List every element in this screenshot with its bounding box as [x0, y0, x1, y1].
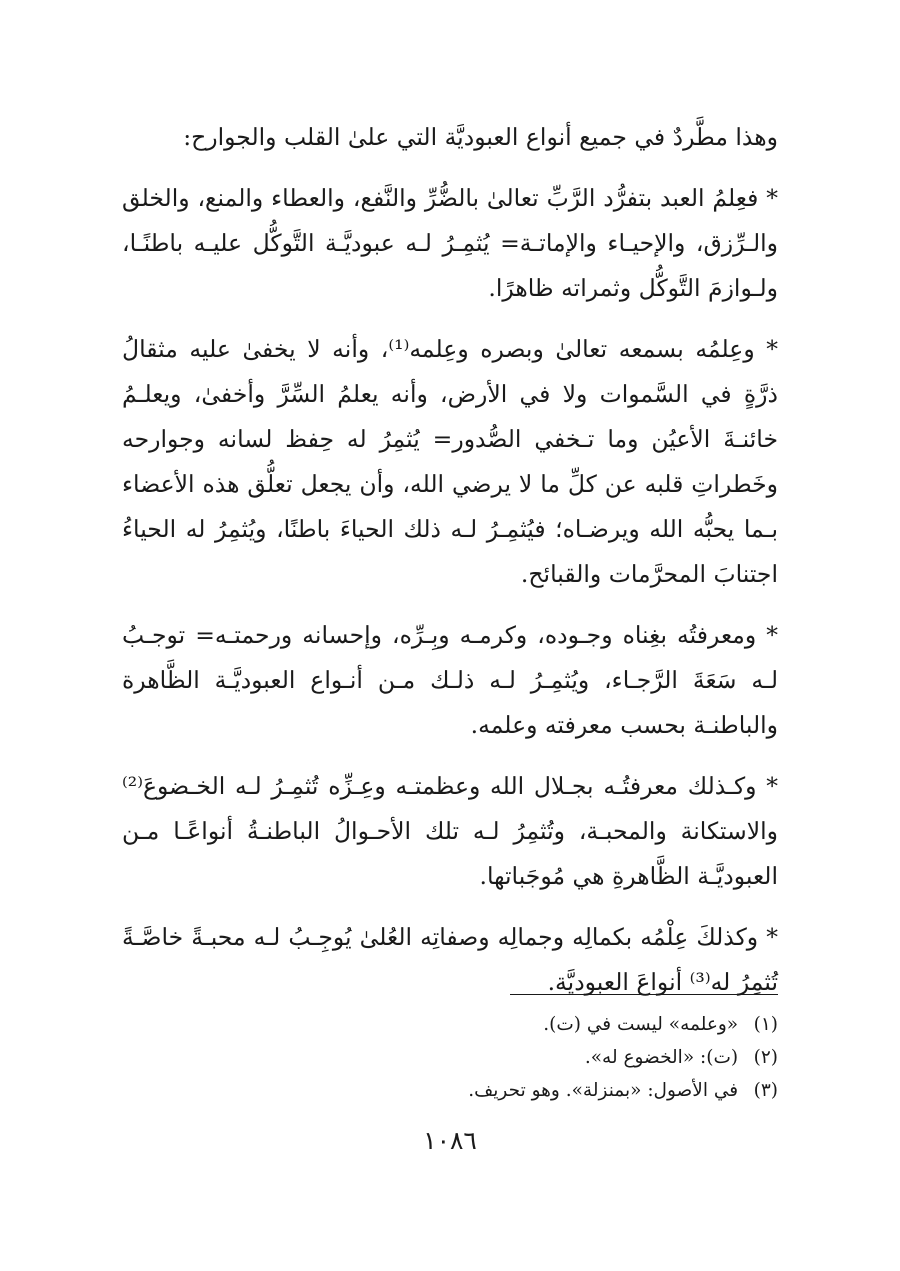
- paragraph-haya: * وعِلمُه بسمعه تعالىٰ وبصره وعِلمه⁽¹⁾، وأنه لا يخفىٰ عليه مثقالُ ذرَّةٍ في السَّموات ولا في الأرض، وأنه يعلمُ السِّرَّ وأخفىٰ، ويعلـمُ خائنـةَ الأعيُن وما تـخفي الصُّدور= يُثمِرُ له حِفظ لسانه وجوارحه وخَطراتِ قلبه عن كلِّ ما لا يرضي الله، وأن يجعل تعلُّق هذه الأعضاء بـما يحبُّه الله ويرضـاه؛ فيُثمِـرُ لـه ذلك الحياءَ باطنًا، ويُثمِرُ له الحياءُ اجتنابَ المحرَّمات والقبائح.: [122, 335, 778, 588]
- footnote-number: (٣): [753, 1080, 778, 1101]
- footnote-item: [122, 1008, 778, 1041]
- paragraph-tawakkul: * فعِلمُ العبد بتفرُّد الرَّبِّ تعالىٰ بالضُّرِّ والنَّفع، والعطاء والمنع، والخلق والـرِّزق، والإحيـاء والإماتـة= يُثمِـرُ لـه عبوديَّـة التَّوكُّل عليـه باطنًـا، ولـوازمَ التَّوكُّل وثمراته ظاهرًا.: [122, 184, 778, 302]
- paragraph-raja: * ومعرفتُه بغِناه وجـوده، وكرمـه وبِـرِّه، وإحسانه ورحمتـه= توجـبُ لـه سَعَةَ الرَّجـاء، ويُثمِـرُ لـه ذلـك مـن أنـواع العبوديَّـة الظَّاهرة والباطنـة بحسب معرفته وعلمه.: [122, 621, 778, 739]
- footnote-text: في الأصول: «بمنزلة». وهو تحريف.: [468, 1080, 739, 1101]
- footnote-text: (ت): «الخضوع له».: [584, 1047, 739, 1068]
- footnote-text: «وعلمه» ليست في (ت).: [543, 1014, 739, 1035]
- footnote-item: [122, 1074, 778, 1107]
- footnote-number: (٢): [753, 1047, 778, 1068]
- footnote-divider: [510, 994, 778, 995]
- paragraph-intro: وهذا مطَّردٌ في جميع أنواع العبوديَّة التي علىٰ القلب والجوارح:: [183, 123, 778, 151]
- main-text: [122, 115, 778, 1005]
- page-number: ١٠٨٦: [423, 1126, 477, 1155]
- footnote-item: [122, 1041, 778, 1074]
- footnotes: [122, 1008, 778, 1107]
- paragraph-khudu: * وكـذلك معرفتُـه بجـلال الله وعظمتـه وعِـزِّه تُثمِـرُ لـه الخـضوعَ⁽²⁾ والاستكانة والمحبـة، وتُثمِرُ لـه تلك الأحـوالُ الباطنـةُ أنواعًـا مـن العبوديَّـة الظَّاهرةِ هي مُوجَباتها.: [122, 772, 778, 890]
- paragraph-mahabba: * وكذلكَ عِلْمُه بكمالِه وجمالِه وصفاتِه العُلىٰ يُوجِـبُ لـه محبـةً خاصَّـةً تُثمِرُ له⁽³⁾ أنواعَ العبوديَّة.: [122, 923, 778, 996]
- footnote-number: (١): [753, 1014, 778, 1035]
